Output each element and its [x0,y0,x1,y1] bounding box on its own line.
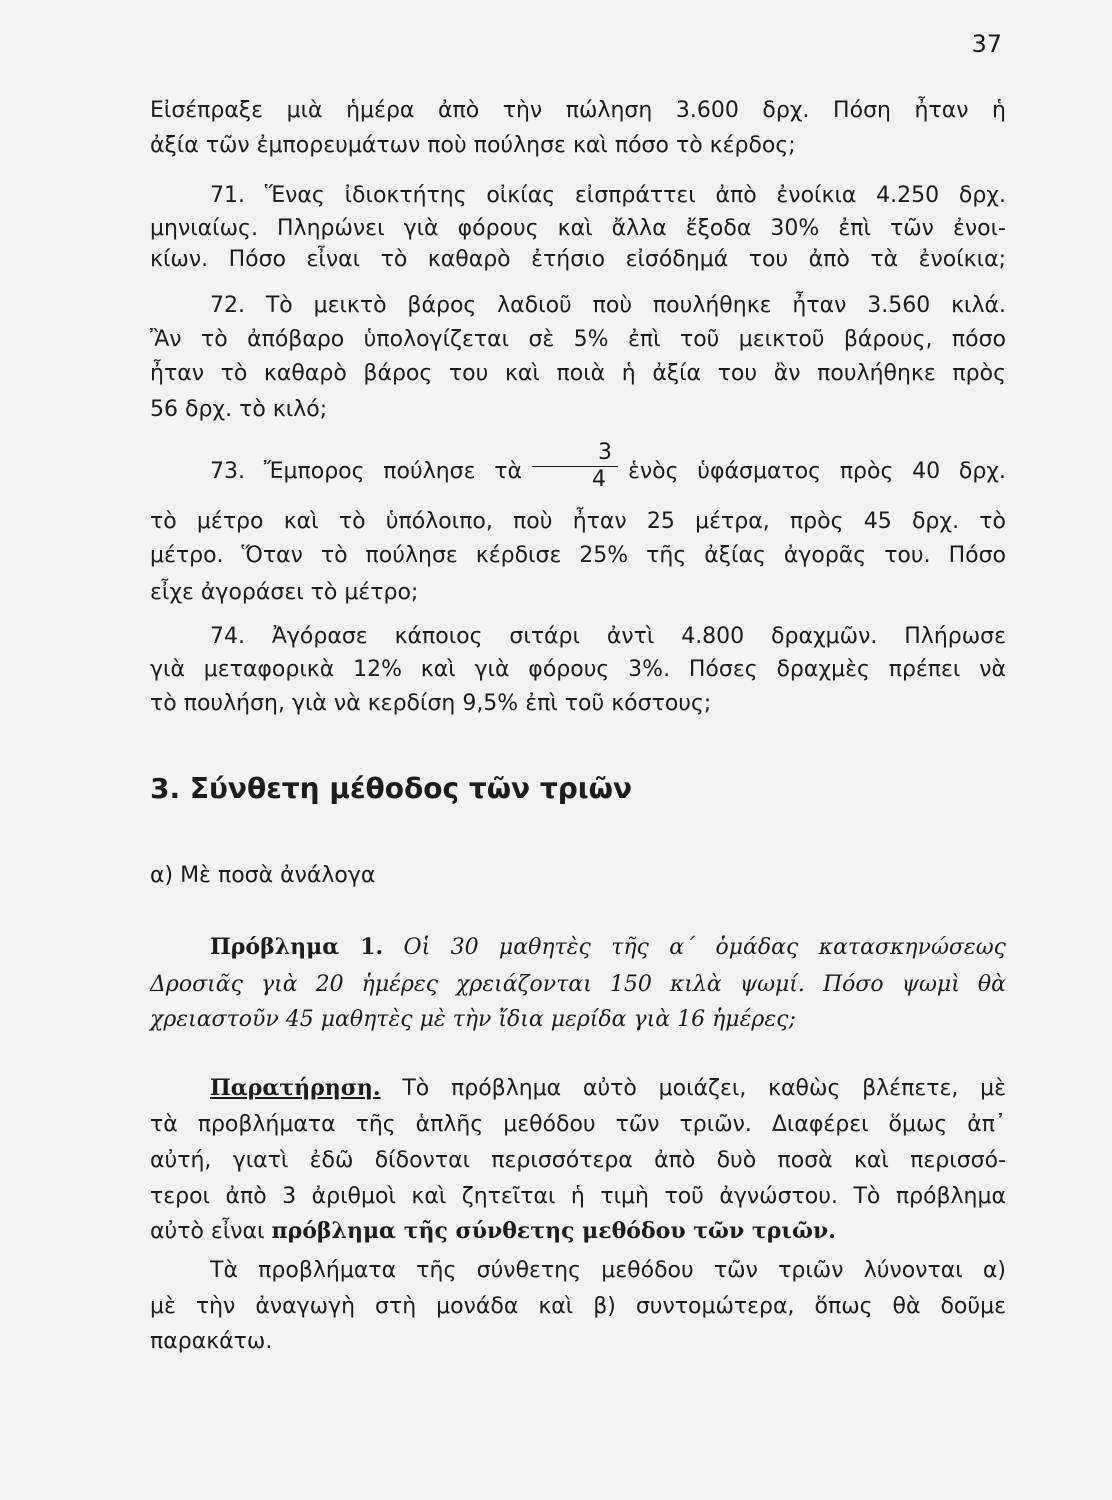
problem-74-line: τὸ πουλήση, γιὰ νὰ κερδίση 9,5% ἐπὶ τοῦ κόστους; [150,691,712,716]
problem-72-line: 56 δρχ. τὸ κιλό; [150,397,328,422]
problem-1-line: χρειαστοῦν 45 μαθητὲς μὲ τὴν ἴδια μερίδα γιὰ 16 ἡμέρες; [150,1007,796,1032]
problem-1-first-line [150,930,1006,965]
note-text: Τὸ πρόβλημα αὐτὸ μοιάζει, καθὼς βλέπετε, μὲ [402,1076,1006,1101]
problem-70-line: ἀξία τῶν ἐμπορευμάτων ποὺ πούλησε καὶ πόσο τὸ κέρδος; [150,133,796,158]
problem-1-label: Πρόβλημα 1. [210,934,384,960]
note-line: τεροι ἀπὸ 3 ἀριθμοὶ καὶ ζητεῖται ἡ τιμὴ τοῦ ἀγνώστου. Τὸ πρόβλημα [150,1184,1006,1209]
problem-73-first-line [150,439,1006,502]
problem-73-after: ἑνὸς ὑφάσματος πρὸς 40 δρχ. [627,459,1006,484]
problem-73-line: εἶχε ἀγοράσει τὸ μέτρο; [150,580,419,605]
problem-72-line: ἦταν τὸ καθαρὸ βάρος του καὶ ποιὰ ἡ ἀξία του ἂν πουλήθηκε πρὸς [150,361,1006,386]
section-title: 3. Σύνθετη μέθοδος τῶν τριῶν [150,772,633,805]
problem-73-before: 73. Ἔμπορος πούλησε τὰ [210,459,522,484]
fraction-three-quarters [532,440,618,493]
problem-71-line: κίων. Πόσο εἶναι τὸ καθαρὸ ἐτήσιο εἰσόδημά του ἀπὸ τὰ ἐνοίκια; [150,247,1006,272]
problem-74-line: γιὰ μεταφορικὰ 12% καὶ γιὰ φόρους 3%. Πόσες δραχμὲς πρέπει νὰ [150,657,1006,682]
note-line: τὰ προβλήματα τῆς ἁπλῆς μεθόδου τῶν τριῶν. Διαφέρει ὅμως ἀπ᾽ [150,1112,1006,1137]
problem-1-text: Οἱ 30 μαθητὲς τῆς α΄ ὁμάδας κατασκηνώσεως [403,935,1006,960]
note-last-line [150,1214,1006,1249]
final-paragraph-line: μὲ τὴν ἀναγωγὴ στὴ μονάδα καὶ β) συντομώτερα, ὅπως θὰ δοῦμε [150,1294,1006,1319]
problem-70-line: Εἰσέπραξε μιὰ ἡμέρα ἀπὸ τὴν πώληση 3.600 δρχ. Πόση ἦταν ἡ [150,98,1006,123]
problem-72-line: Ἂν τὸ ἀπόβαρο ὑπολογίζεται σὲ 5% ἐπὶ τοῦ μεικτοῦ βάρους, πόσο [150,327,1006,352]
note-line: αὐτή, γιατὶ ἐδῶ δίδονται περισσότερα ἀπὸ δυὸ ποσὰ καὶ περισσό- [150,1148,1006,1173]
note-last-text: αὐτὸ εἶναι [150,1219,265,1244]
problem-1-line: Δροσιᾶς γιὰ 20 ἡμέρες χρειάζονται 150 κιλὰ ψωμί. Πόσο ψωμὶ θὰ [150,972,1006,997]
fraction-numerator: 3 [532,440,618,467]
problem-71-line: 71. Ἕνας ἰδιοκτήτης οἰκίας εἰσπράττει ἀπὸ ἐνοίκια 4.250 δρχ. [210,183,1006,208]
note-first-line [150,1071,1006,1106]
problem-73-line: μέτρο. Ὅταν τὸ πούλησε κέρδισε 25% τῆς ἀξίας ἀγορᾶς του. Πόσο [150,543,1006,568]
problem-73-line: τὸ μέτρο καὶ τὸ ὑπόλοιπο, ποὺ ἦταν 25 μέτρα, πρὸς 45 δρχ. τὸ [150,509,1006,534]
problem-71-line: μηνιαίως. Πληρώνει γιὰ φόρους καὶ ἄλλα ἔξοδα 30% ἐπὶ τῶν ἐνοι- [150,216,1006,241]
note-bold-term: πρόβλημα τῆς σύνθετης μεθόδου τῶν τριῶν. [271,1218,836,1244]
final-paragraph-line: παρακάτω. [150,1329,273,1354]
problem-72-line: 72. Τὸ μεικτὸ βάρος λαδιοῦ ποὺ πουλήθηκε ἦταν 3.560 κιλά. [210,293,1006,318]
note-label: Παρατήρηση. [210,1075,381,1101]
page-number: 37 [971,30,1002,58]
final-paragraph-line: Τὰ προβλήματα τῆς σύνθετης μεθόδου τῶν τριῶν λύνονται α) [210,1258,1006,1283]
subsection-title: α) Μὲ ποσὰ ἀνάλογα [150,863,376,888]
fraction-denominator: 4 [591,466,606,492]
problem-74-line: 74. Ἀγόρασε κάποιος σιτάρι ἀντὶ 4.800 δραχμῶν. Πλήρωσε [210,624,1006,649]
